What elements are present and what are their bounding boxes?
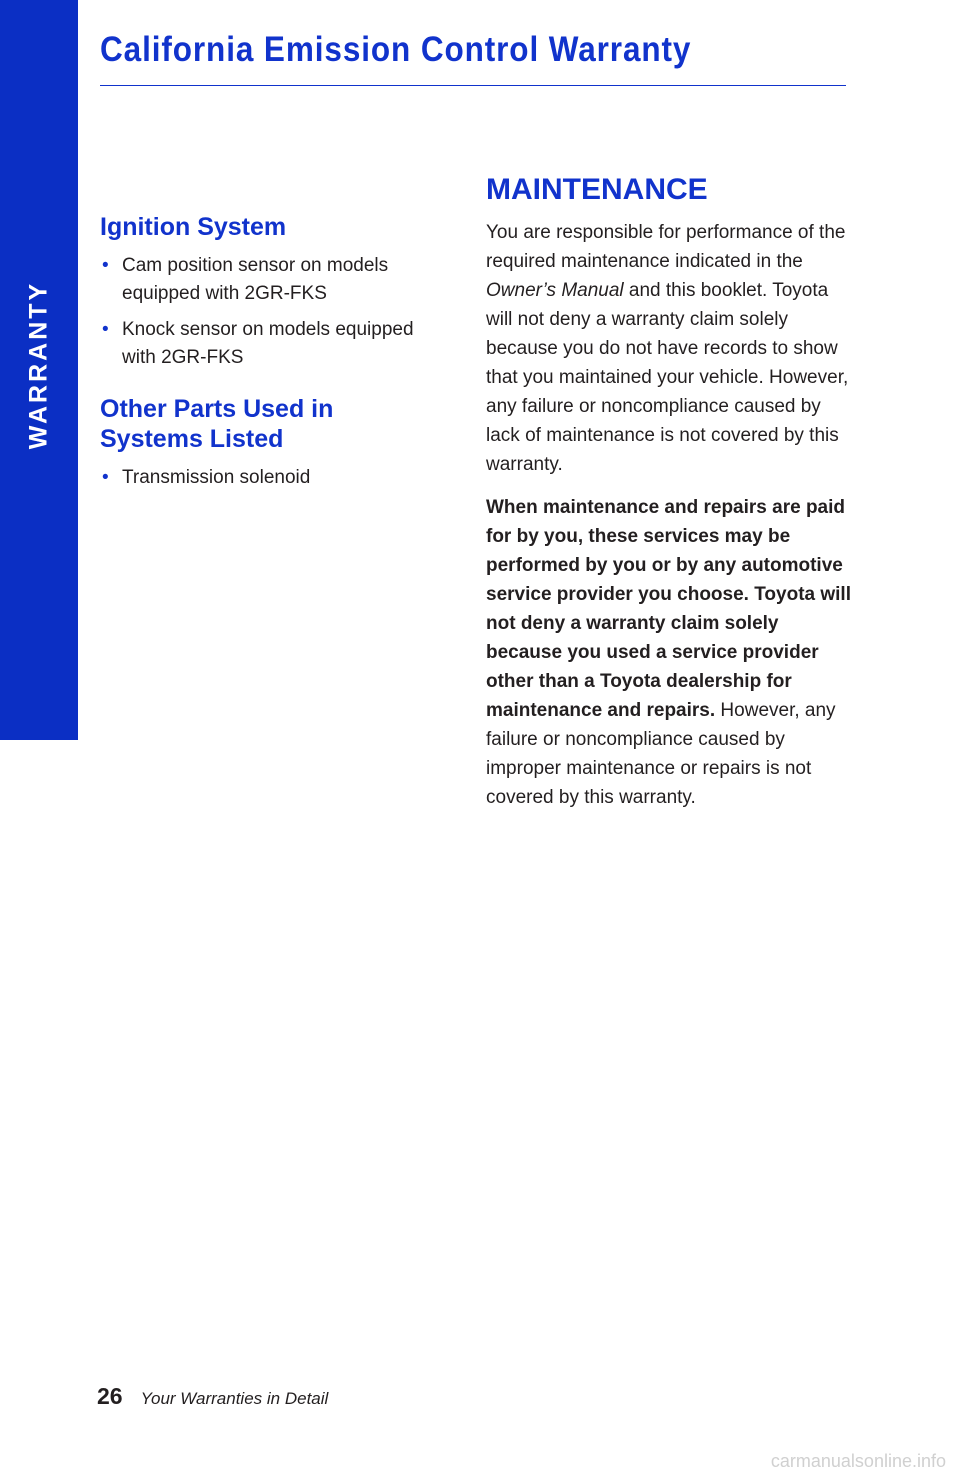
page-number: 26: [97, 1383, 123, 1409]
footer-text: Your Warranties in Detail: [140, 1389, 329, 1408]
list-item: [100, 464, 440, 492]
bullet-icon: •: [102, 319, 109, 340]
other-parts-list: [100, 464, 440, 492]
left-column: [100, 212, 440, 500]
page-title: California Emission Control Warranty: [100, 30, 692, 69]
bullet-icon: •: [102, 255, 109, 276]
title-rule: [100, 85, 846, 86]
bullet-icon: •: [102, 467, 109, 488]
maintenance-paragraph-2: [486, 493, 856, 812]
owners-manual-title: Owner’s Manual: [486, 280, 624, 301]
maintenance-text: However, any failure or noncompliance caused by improper maintenance or repairs is not covered by this warranty.: [486, 700, 836, 808]
maintenance-paragraph-1: [486, 218, 856, 479]
watermark: carmanualsonline.info: [770, 1451, 946, 1471]
list-item: [100, 316, 440, 372]
maintenance-text: and this booklet. Toyota will not deny a warranty claim solely because you do not have records to show that you maintained your vehicle. However, any failure or noncompliance caused by lack of maintenance is not covered by this warranty.: [486, 280, 849, 475]
other-parts-heading: Other Parts Used in Systems Listed: [100, 395, 334, 453]
page-footer: [97, 1383, 328, 1410]
ignition-system-list: [100, 252, 440, 372]
maintenance-text: You are responsible for performance of the required maintenance indicated in the: [486, 222, 846, 272]
right-column: [486, 170, 856, 812]
ignition-system-heading: Ignition System: [100, 213, 287, 241]
list-item: [100, 252, 440, 308]
side-tab-label: WARRANTY: [24, 280, 53, 450]
maintenance-heading: MAINTENANCE: [486, 173, 708, 206]
side-tab: [0, 0, 78, 740]
maintenance-bold-text: When maintenance and repairs are paid for by you, these services may be performed by you or by any automotive service provider you choose. Toyota will not deny a warranty claim solely because you used a service provider other than a Toyota dealership for maintenance and repairs.: [486, 497, 851, 721]
list-item-text: Cam position sensor on models equipped with 2GR-FKS: [122, 255, 389, 304]
list-item-text: Knock sensor on models equipped with 2GR-FKS: [122, 319, 414, 368]
list-item-text: Transmission solenoid: [122, 467, 311, 488]
